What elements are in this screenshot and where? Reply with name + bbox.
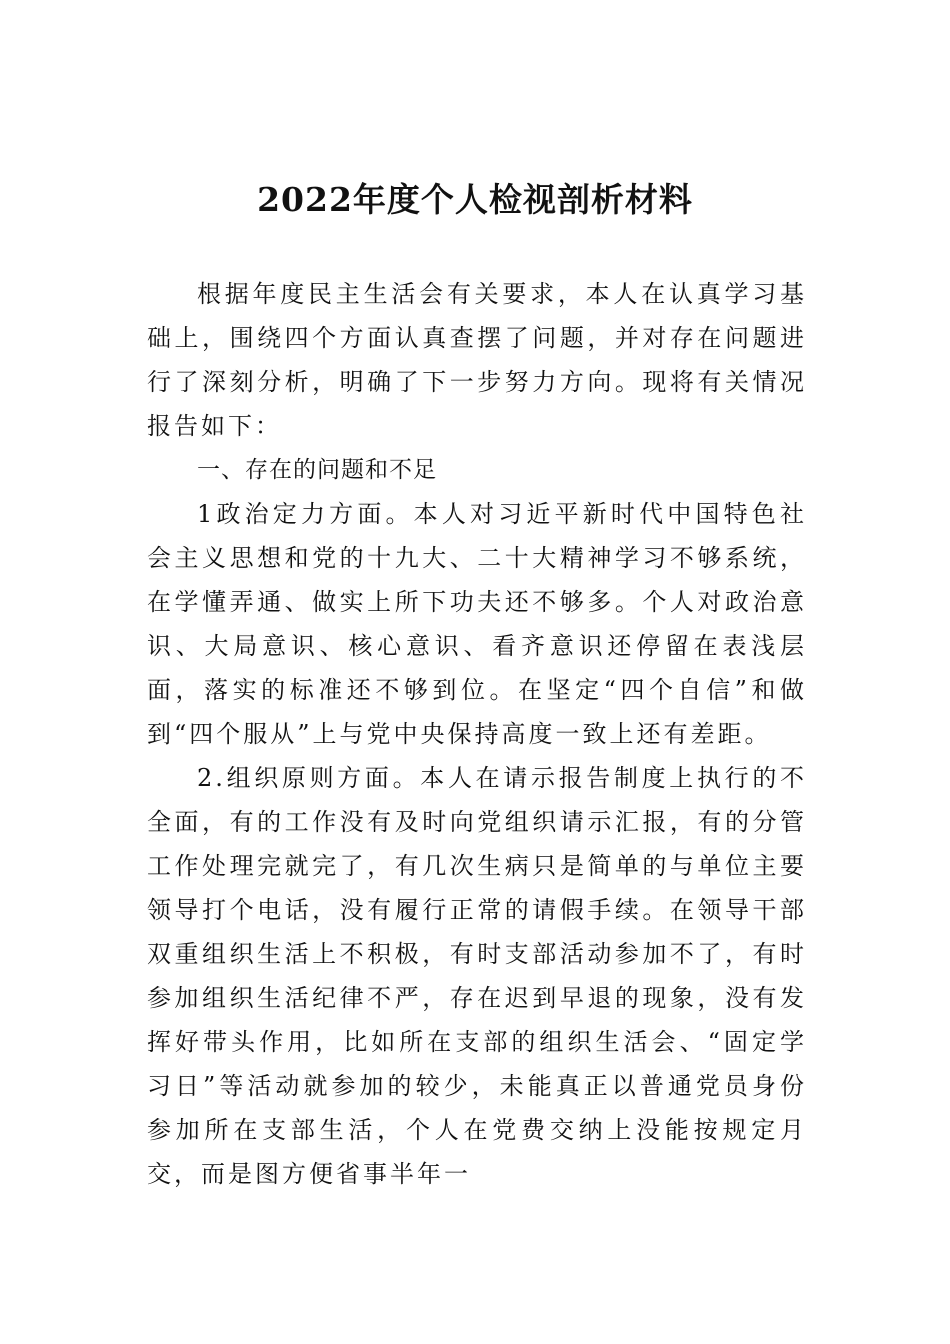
paragraph-organization: 2.组织原则方面。本人在请示报告制度上执行的不全面，有的工作没有及时向党组织请示汇报，有的分管工作处理完就完了，有几次生病只是简单的与单位主要领导打个电话，没有履行正常的请假手续。在领导干部双重组织生活上不积极，有时支部活动参加不了，有时参加组织生活纪律不严，存在迟到早退的现象，没有发挥好带头作用，比如所在支部的组织生活会、“固定学习日”等活动就参加的较少，未能真正以普通党员身份参加所在支部生活，个人在党费交纳上没能按规定月交，而是图方便省事半年一 — [147, 764, 807, 1188]
section-heading: 一、存在的问题和不足 — [197, 457, 437, 483]
paragraph-political: 1政治定力方面。本人对习近平新时代中国特色社会主义思想和党的十九大、二十大精神学习不够系统，在学懂弄通、做实上所下功夫还不够多。个人对政治意识、大局意识、核心意识、看齐意识还停留在表浅层面，落实的标准还不够到位。在坚定“四个自信”和做到“四个服从”上与党中央保持高度一致上还有差距。 — [147, 500, 807, 748]
document-body — [147, 272, 807, 1196]
document-title: 2022年度个人检视剖析材料 — [257, 180, 693, 219]
intro-paragraph: 根据年度民主生活会有关要求，本人在认真学习基础上，围绕四个方面认真查摆了问题，并对存在问题进行了深刻分析，明确了下一步努力方向。现将有关情况报告如下： — [147, 280, 807, 440]
